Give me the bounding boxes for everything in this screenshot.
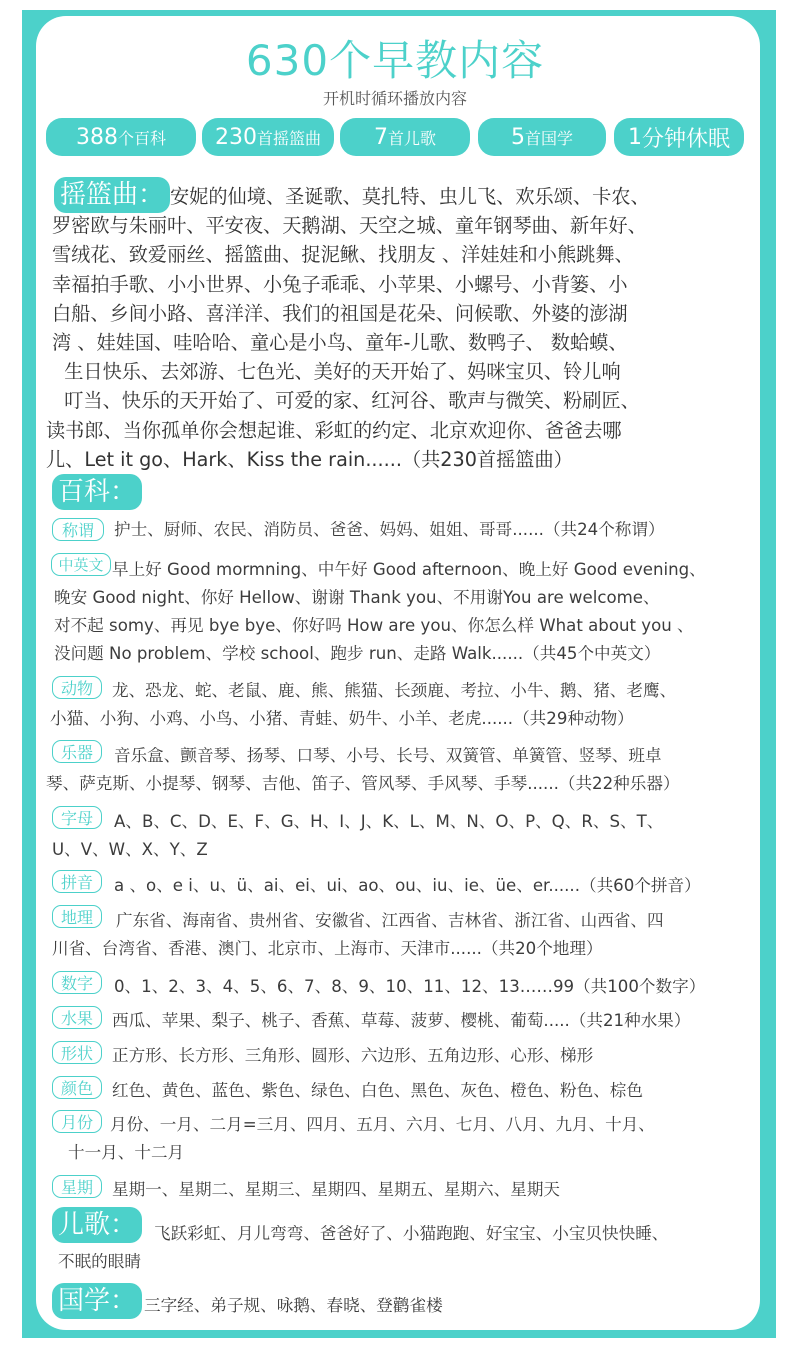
children-songs-heading: 儿歌： [52, 1207, 142, 1243]
category-text-shapes [112, 1042, 593, 1070]
summary-pill-guoxue [478, 118, 606, 156]
category-line: 红色、黄色、蓝色、紫色、绿色、白色、黑色、灰色、橙色、粉色、棕色 [112, 1081, 643, 1100]
category-tag-shapes: 形状 [52, 1041, 102, 1064]
guoxue-line: 三字经、弟子规、咏鹅、春晓、登鹳雀楼 [144, 1296, 443, 1315]
lullaby-line: 读书郎、当你孤单你会想起谁、彩虹的约定、北京欢迎你、爸爸去哪 [46, 418, 622, 442]
category-line: 早上好 Good mormning、中午好 Good afternoon、晚上好 Good evening、 [112, 560, 706, 579]
category-text-titles [114, 516, 665, 544]
guoxue-list [144, 1292, 443, 1320]
category-text-fruits [112, 1007, 691, 1035]
category-line: 晚安 Good night、你好 Hellow、谢谢 Thank you、不用谢You are welcome、 [54, 588, 660, 607]
lullaby-heading: 摇篮曲： [54, 177, 170, 213]
category-tag-fruits: 水果 [52, 1006, 102, 1029]
summary-pill-lullaby [202, 118, 334, 156]
lullaby-line: 罗密欧与朱丽叶、平安夜、天鹅湖、天空之城、童年钢琴曲、新年好、 [52, 214, 647, 238]
category-text-numbers [114, 973, 705, 1001]
children-songs-line: 飞跃彩虹、月儿弯弯、爸爸好了、小猫跑跑、好宝宝、小宝贝快快睡、 [154, 1224, 669, 1243]
category-line: 音乐盒、颤音琴、扬琴、口琴、小号、长号、双簧管、单簧管、竖琴、班卓 [114, 746, 662, 765]
category-tag-pinyin: 拼音 [52, 870, 102, 893]
category-line: 琴、萨克斯、小提琴、钢琴、吉他、笛子、管风琴、手风琴、手琴......（共22种乐器） [46, 774, 680, 793]
summary-number: 5 [510, 124, 525, 150]
lullaby-line: 湾 、娃娃国、哇哈哈、童心是小鸟、童年-儿歌、数鸭子、 数蛤蟆、 [52, 330, 628, 354]
lullaby-list [46, 182, 650, 474]
category-tag-numbers: 数字 [52, 971, 102, 994]
category-tag-colors: 颜色 [52, 1076, 102, 1099]
category-text-colors [112, 1077, 643, 1105]
category-tag-geography: 地理 [52, 905, 102, 928]
summary-pill-sleep [614, 118, 744, 156]
category-tag-animals: 动物 [52, 676, 102, 699]
category-line: a 、o、e i、u、ü、ai、ei、ui、ao、ou、iu、ie、üe、er......（共60个拼音） [114, 876, 701, 895]
summary-number: 388 [75, 124, 118, 150]
category-line: 龙、恐龙、蛇、老鼠、鹿、熊、熊猫、长颈鹿、考拉、小牛、鹅、猪、老鹰、 [112, 681, 677, 700]
category-text-weekdays [112, 1176, 560, 1204]
summary-number: 1 [627, 124, 642, 150]
lullaby-line: 雪绒花、致爱丽丝、摇篮曲、捉泥鳅、找朋友 、洋娃娃和小熊跳舞、 [52, 243, 634, 267]
category-tag-instruments: 乐器 [52, 740, 102, 763]
lullaby-line: 生日快乐、去郊游、七色光、美好的天开始了、妈咪宝贝、铃儿响 [52, 360, 621, 384]
encyclopedia-heading: 百科： [52, 474, 142, 510]
lullaby-line: 儿、Let it go、Hark、Kiss the rain......（共230首摇篮曲） [46, 447, 573, 471]
category-line: 0、1、2、3、4、5、6、7、8、9、10、11、12、13……99（共100个数字） [114, 977, 706, 996]
children-songs-line: 不眠的眼睛 [58, 1252, 141, 1271]
category-line: 护士、厨师、农民、消防员、爸爸、妈妈、姐姐、哥哥......（共24个称谓） [114, 520, 665, 539]
category-tag-weekdays: 星期 [52, 1175, 102, 1198]
category-line: 川省、台湾省、香港、澳门、北京市、上海市、天津市......（共20个地理） [52, 939, 603, 958]
category-line: 对不起 somy、再见 bye bye、你好吗 How are you、你怎么样 What about you 、 [54, 616, 694, 635]
category-tag-letters: 字母 [52, 806, 102, 829]
category-text-months [68, 1111, 655, 1167]
category-line: 西瓜、苹果、梨子、桃子、香蕉、草莓、菠萝、樱桃、葡萄.....（共21种水果） [112, 1011, 691, 1030]
guoxue-heading: 国学： [52, 1283, 142, 1319]
lullaby-line: 叮当、快乐的天开始了、可爱的家、红河谷、歌声与微笑、粉刷匠、 [52, 389, 640, 413]
category-text-instruments [46, 742, 680, 798]
category-tag-chinese-english: 中英文 [51, 553, 111, 576]
summary-pill-children-songs [340, 118, 470, 156]
category-text-geography [52, 907, 664, 963]
category-line: 没问题 No problem、学校 school、跑步 run、走路 Walk......（共45个中英文） [54, 644, 661, 663]
summary-number: 7 [373, 124, 388, 150]
children-songs-list [58, 1220, 668, 1276]
category-line: 小猫、小狗、小鸡、小鸟、小猪、青蛙、奶牛、小羊、老虎......（共29种动物） [50, 709, 634, 728]
lullaby-line: 幸福拍手歌、小小世界、小兔子乖乖、小苹果、小螺号、小背篓、小 [52, 272, 628, 296]
category-tag-months: 月份 [52, 1110, 102, 1133]
lullaby-line: 白船、乡间小路、喜洋洋、我们的祖国是花朵、问候歌、外婆的澎湖 [52, 301, 628, 325]
category-text-letters [52, 808, 663, 864]
category-text-pinyin [114, 872, 701, 900]
summary-pill-encyclopedia [46, 118, 196, 156]
summary-number: 230 [214, 124, 257, 150]
category-line: A、B、C、D、E、F、G、H、I、J、K、L、M、N、O、P、Q、R、S、T、 [114, 812, 664, 831]
category-line: 星期一、星期二、星期三、星期四、星期五、星期六、星期天 [112, 1180, 561, 1199]
summary-unit: 首国学 [524, 128, 573, 148]
lullaby-line: 安妮的仙境、圣诞歌、莫扎特、虫儿飞、欢乐颂、卡农、 [170, 185, 650, 208]
category-line: U、V、W、X、Y、Z [52, 840, 208, 859]
category-line: 月份、一月、二月=三月、四月、五月、六月、七月、八月、九月、十月、 [110, 1115, 655, 1134]
page-title: 630个早教内容 [245, 36, 545, 85]
category-line: 十一月、十二月 [68, 1143, 185, 1162]
category-text-chinese-english [54, 556, 706, 668]
category-line: 正方形、长方形、三角形、圆形、六边形、五角边形、心形、梯形 [112, 1046, 594, 1065]
summary-unit: 个百科 [117, 128, 166, 148]
category-tag-titles: 称谓 [52, 518, 104, 541]
summary-unit: 首摇篮曲 [256, 128, 321, 148]
page-subtitle: 开机时循环播放内容 [322, 89, 467, 108]
category-line: 广东省、海南省、贵州省、安徽省、江西省、吉林省、浙江省、山西省、四 [116, 911, 664, 930]
summary-unit: 首儿歌 [387, 128, 436, 148]
summary-unit: 分钟休眠 [641, 126, 730, 152]
category-text-animals [50, 677, 676, 733]
